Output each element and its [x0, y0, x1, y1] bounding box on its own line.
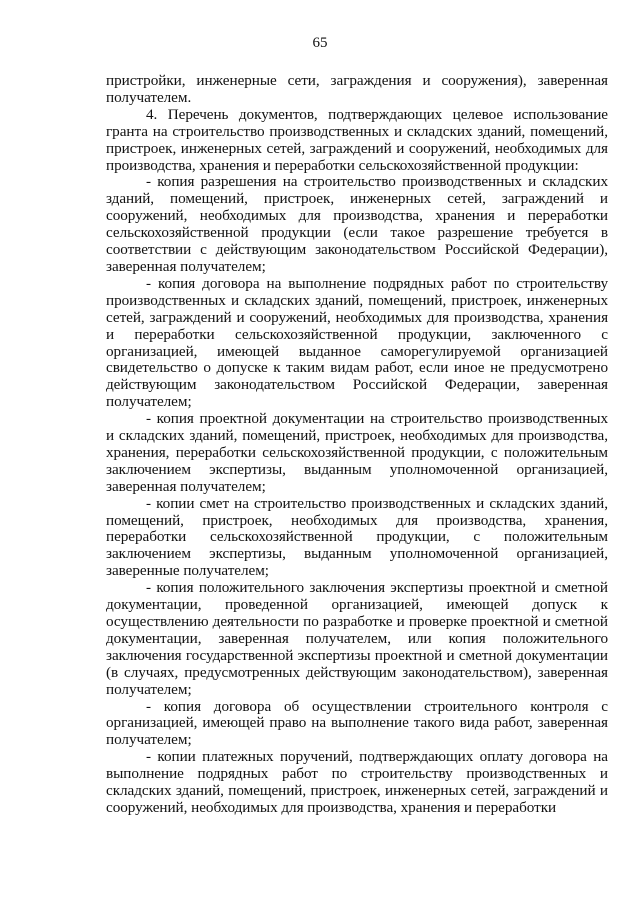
list-item-expert-conclusion-copy: - копия положительного заключения экспертизы проектной и сметной документации, проведенной организацией, имеющей допуск к осуществлению деятельности по разработке и проверке проектной и сметной документации, заверенная получателем, или копия положительного заключения государственной экспертизы проектной и сметной документации (в случаях, предусмотренных действующим законодательством), заверенная получателем;	[106, 579, 608, 698]
paragraph-section-4: 4. Перечень документов, подтверждающих целевое использование гранта на строительство производственных и складских зданий, помещений, пристроек, инженерных сетей, заграждений и сооружений, необходимых для производства, хранения и переработки сельскохозяйственной продукции:	[106, 105, 608, 174]
list-item-contract-copy: - копия договора на выполнение подрядных работ по строительству производственных и складских зданий, помещений, пристроек, инженерных сетей, заграждений и сооружений, необходимых для производства, хранения и переработки сельскохозяйственной продукции, заключенного с организацией, имеющей выданное саморегулируемой организацией свидетельство о допуске к таким видам работ, если иное не предусмотрено действующим законодательством Российской Федерации, заверенная получателем;	[106, 274, 608, 411]
list-item-permit-copy: - копия разрешения на строительство производственных и складских зданий, помещений, пристроек, инженерных сетей, заграждений и сооружений, необходимых для производства, хранения и переработки сельскохозяйственной продукции (если такое разрешение требуется в соответствии с действующим законодательством Российской Федерации), заверенная получателем;	[106, 173, 608, 275]
list-item-construction-control-copy: - копия договора об осуществлении строительного контроля с организацией, имеющей право на выполнение такого вида работ, заверенная получателем;	[106, 697, 608, 749]
list-item-payment-orders-copy: - копии платежных поручений, подтверждающих оплату договора на выполнение подрядных работ по строительству производственных и складских зданий, помещений, пристроек, инженерных сетей, заграждений и сооружений, необходимых для производства, хранения и переработки	[106, 748, 608, 816]
page-number: 65	[312, 35, 328, 51]
list-item-project-docs-copy: - копия проектной документации на строительство производственных и складских зданий, помещений, пристроек, необходимых для производства, хранения, переработки сельскохозяйственной продукции, с положительным заключением экспертизы, выданным уполномоченной организацией, заверенная получателем;	[106, 410, 608, 495]
list-item-estimates-copy: - копии смет на строительство производственных и складских зданий, помещений, пристроек, необходимых для производства, хранения, переработки сельскохозяйственной продукции, с положительным заключением экспертизы, выданным уполномоченной организацией, заверенные получателем;	[106, 494, 608, 580]
page-body	[106, 73, 608, 817]
paragraph-continuation: пристройки, инженерные сети, заграждения и сооружения), заверенная получателем.	[106, 72, 608, 106]
